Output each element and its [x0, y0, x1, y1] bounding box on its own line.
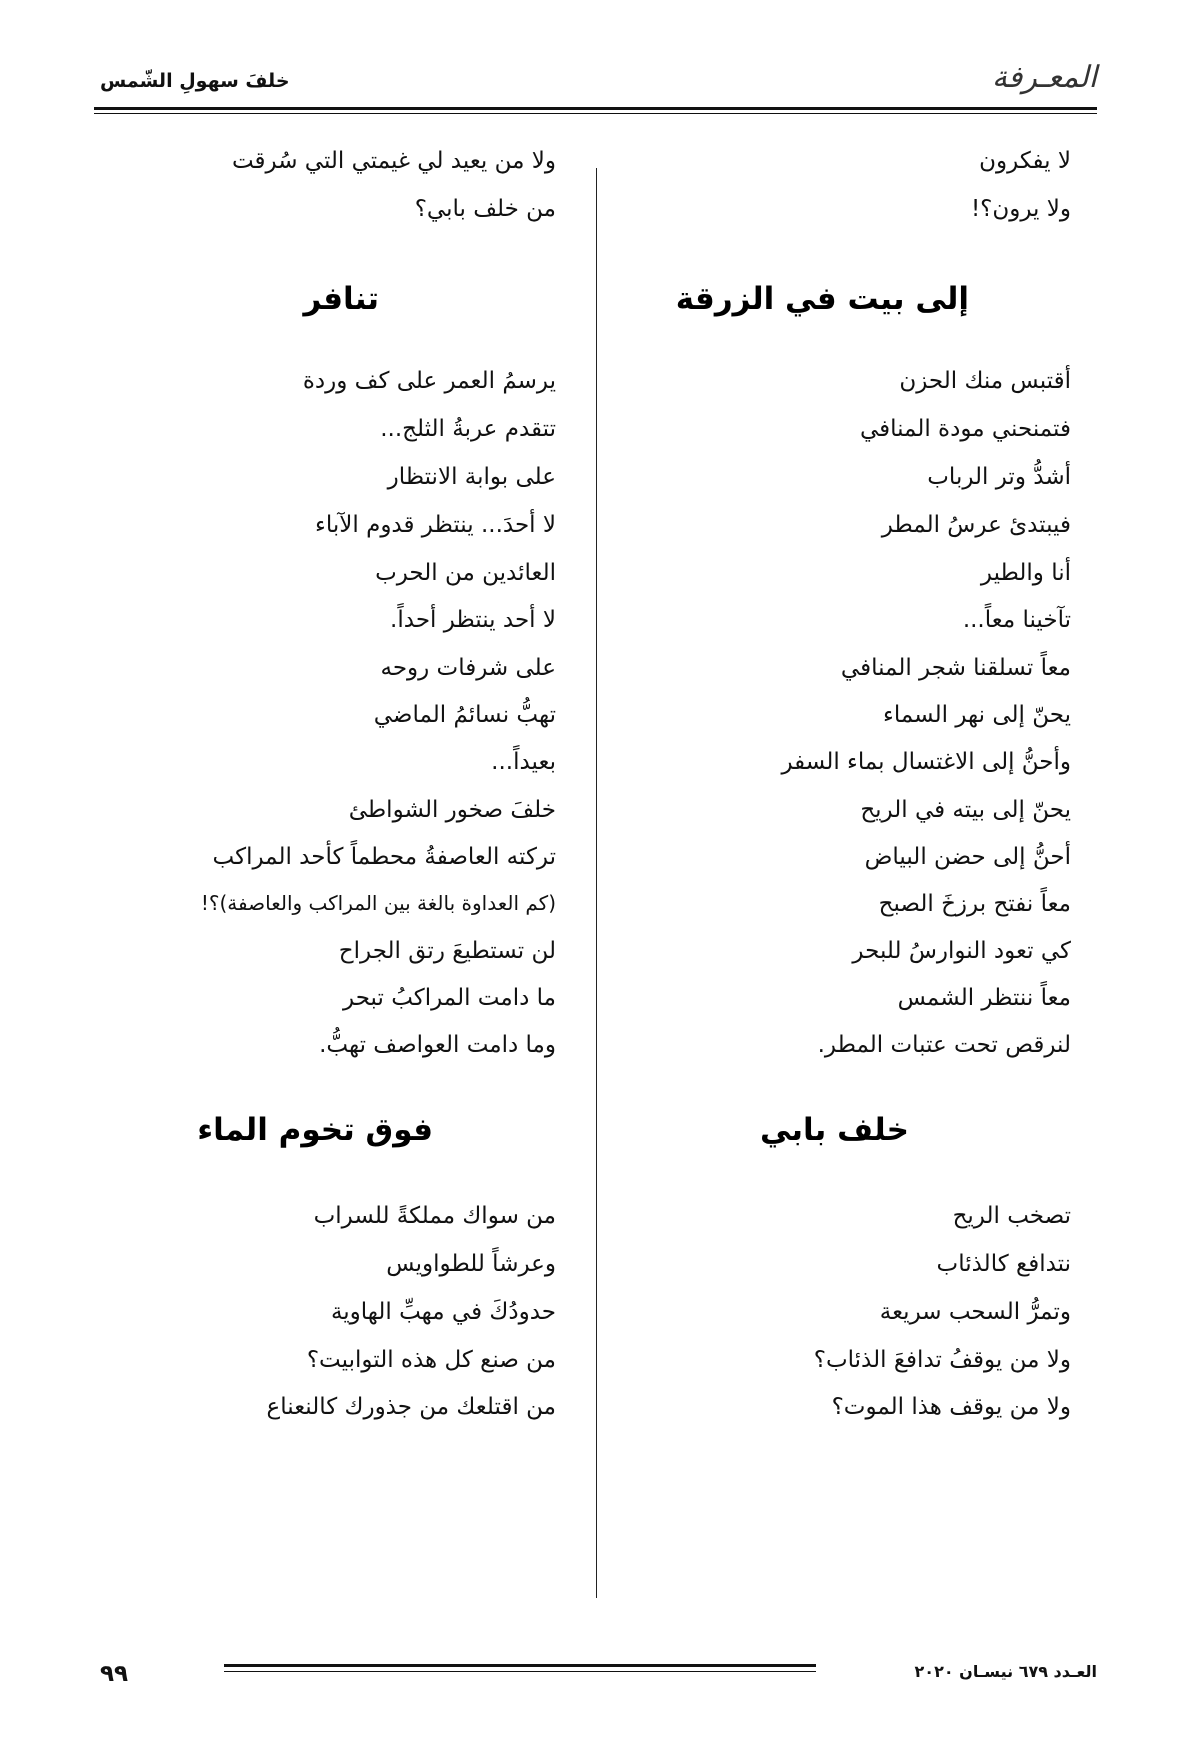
verse-line: يرسمُ العمر على كف وردة — [302, 368, 556, 394]
verse-line: تتقدم عربةُ الثلج... — [380, 416, 556, 442]
verse-line: أحنُّ إلى حضن البياض — [864, 844, 1071, 870]
verse-line: تركته العاصفةُ محطماً كأحد المراكب — [212, 844, 556, 870]
verse-line: لا يفكرون — [979, 148, 1071, 174]
verse-line: معاً ننتظر الشمس — [897, 985, 1071, 1011]
header-rule-thin — [94, 113, 1097, 114]
verse-line: العائدين من الحرب — [375, 560, 556, 586]
verse-line: ولا يرون؟! — [970, 196, 1071, 222]
verse-line: ولا من يوقفُ تدافعَ الذئاب؟ — [813, 1347, 1071, 1373]
issue-info: العـدد ٦٧٩ نيسـان ٢٠٢٠ — [914, 1662, 1097, 1681]
poem-title: خلف بابي — [760, 1112, 909, 1148]
verse-line: أنا والطير — [980, 560, 1071, 586]
verse-line: فيبتدئ عرسُ المطر — [881, 512, 1071, 538]
verse-line: بعيداً... — [491, 749, 556, 775]
verse-line: لنرقص تحت عتبات المطر. — [817, 1032, 1071, 1058]
magazine-logo: المعـرفة — [991, 60, 1097, 95]
verse-line: من خلف بابي؟ — [414, 196, 556, 222]
verse-line: أقتبس منك الحزن — [899, 368, 1071, 394]
column-divider — [596, 168, 597, 1598]
header-rule — [94, 107, 1097, 110]
verse-line: تهبُّ نسائمُ الماضي — [373, 702, 556, 728]
verse-line: تصخب الريح — [952, 1203, 1071, 1229]
footer-rule-thin — [224, 1671, 816, 1672]
footer-rule — [224, 1664, 816, 1667]
verse-line: لن تستطيعَ رتق الجراح — [338, 938, 556, 964]
verse-line: لا أحد ينتظر أحداً. — [390, 607, 556, 633]
verse-line: وأحنُّ إلى الاغتسال بماء السفر — [781, 749, 1071, 775]
verse-line: معاً تسلقنا شجر المنافي — [840, 655, 1071, 681]
verse-line: وعرشاً للطواويس — [386, 1251, 556, 1277]
verse-line: ولا من يعيد لي غيمتي التي سُرقت — [231, 148, 556, 174]
verse-line: خلفَ صخور الشواطئ — [348, 797, 556, 823]
poem-title: فوق تخوم الماء — [197, 1112, 433, 1148]
verse-line: ولا من يوقف هذا الموت؟ — [831, 1394, 1071, 1420]
verse-line: ما دامت المراكبُ تبحر — [343, 985, 556, 1011]
verse-line: لا أحدَ... ينتظر قدوم الآباء — [315, 512, 556, 538]
poem-title: إلى بيت في الزرقة — [675, 281, 969, 317]
verse-line: يحنّ إلى بيته في الريح — [860, 797, 1071, 823]
verse-line: معاً نفتح برزخَ الصبح — [878, 891, 1071, 917]
verse-line: وتمرُّ السحب سريعة — [879, 1299, 1071, 1325]
verse-line: على شرفات روحه — [380, 655, 556, 681]
verse-line: نتدافع كالذئاب — [936, 1251, 1071, 1277]
running-title: خلفَ سهولِ الشّمس — [100, 70, 290, 92]
verse-line: تآخينا معاً... — [962, 607, 1071, 633]
verse-line: على بوابة الانتظار — [387, 464, 556, 490]
verse-line: من اقتلعك من جذورك كالنعناع — [266, 1394, 556, 1420]
verse-line: حدودُكَ في مهبِّ الهاوية — [330, 1299, 556, 1325]
verse-line: (كم العداوة بالغة بين المراكب والعاصفة)؟! — [200, 891, 556, 915]
verse-line: وما دامت العواصف تهبُّ. — [319, 1032, 556, 1058]
verse-line: من صنع كل هذه التوابيت؟ — [306, 1347, 556, 1373]
verse-line: أشدُّ وتر الرباب — [927, 464, 1071, 490]
verse-line: كي تعود النوارسُ للبحر — [852, 938, 1071, 964]
page-number: ٩٩ — [100, 1661, 129, 1687]
verse-line: من سواك مملكةً للسراب — [313, 1203, 556, 1229]
verse-line: يحنّ إلى نهر السماء — [883, 702, 1071, 728]
verse-line: فتمنحني مودة المنافي — [859, 416, 1071, 442]
poem-title: تنافر — [303, 281, 379, 317]
